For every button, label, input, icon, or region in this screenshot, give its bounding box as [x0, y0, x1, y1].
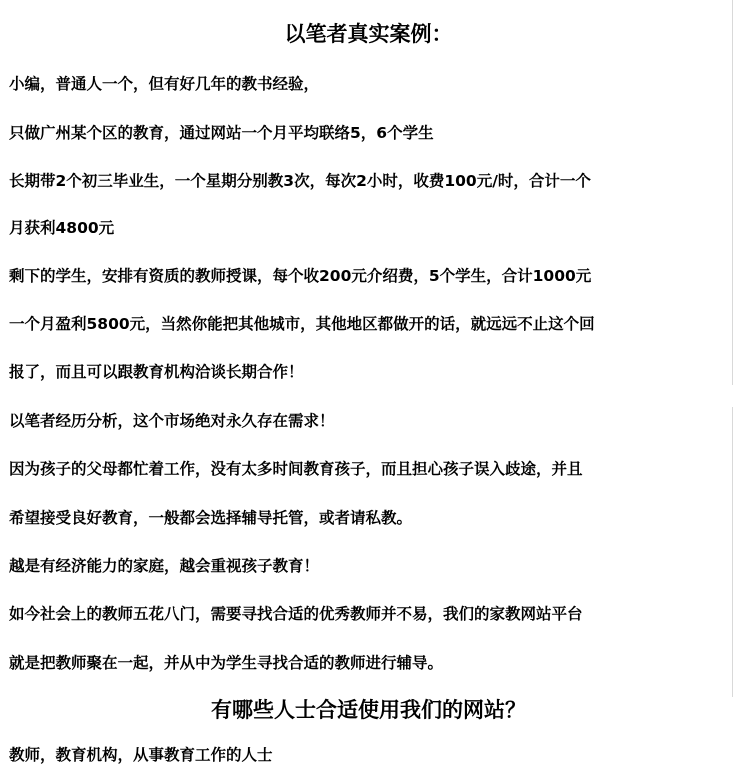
- right-edge-divider: [732, 407, 733, 697]
- paragraph-line: 一个月盈利5800元，当然你能把其他城市，其他地区都做开的话，就远远不止这个回: [9, 315, 595, 333]
- section-heading-audience: 有哪些人士合适使用我们的网站？: [211, 698, 526, 722]
- paragraph-line: 教师，教育机构，从事教育工作的人士: [9, 746, 273, 764]
- paragraph-line: 因为孩子的父母都忙着工作，没有太多时间教育孩子，而且担心孩子误入歧途，并且: [9, 460, 583, 478]
- paragraph-line: 长期带2个初三毕业生，一个星期分别教3次，每次2小时，收费100元/时，合计一个: [9, 172, 591, 190]
- paragraph-line: 希望接受良好教育，一般都会选择辅导托管，或者请私教。: [9, 509, 413, 527]
- paragraph-line: 就是把教师聚在一起，并从中为学生寻找合适的教师进行辅导。: [9, 654, 444, 672]
- paragraph-line: 小编，普通人一个，但有好几年的教书经验，: [9, 75, 320, 93]
- paragraph-line: 只做广州某个区的教育，通过网站一个月平均联络5，6个学生: [9, 124, 434, 142]
- paragraph-line: 剩下的学生，安排有资质的教师授课，每个收200元介绍费，5个学生，合计1000元: [9, 267, 592, 285]
- section-heading-case: 以笔者真实案例：: [284, 22, 453, 46]
- paragraph-line: 月获利4800元: [9, 219, 115, 237]
- paragraph-line: 越是有经济能力的家庭，越会重视孩子教育！: [9, 557, 320, 575]
- right-edge-divider: [732, 0, 733, 385]
- paragraph-line: 报了，而且可以跟教育机构洽谈长期合作！: [9, 363, 304, 381]
- paragraph-line: 如今社会上的教师五花八门，需要寻找合适的优秀教师并不易，我们的家教网站平台: [9, 605, 583, 623]
- paragraph-line: 以笔者经历分析，这个市场绝对永久存在需求！: [9, 412, 335, 430]
